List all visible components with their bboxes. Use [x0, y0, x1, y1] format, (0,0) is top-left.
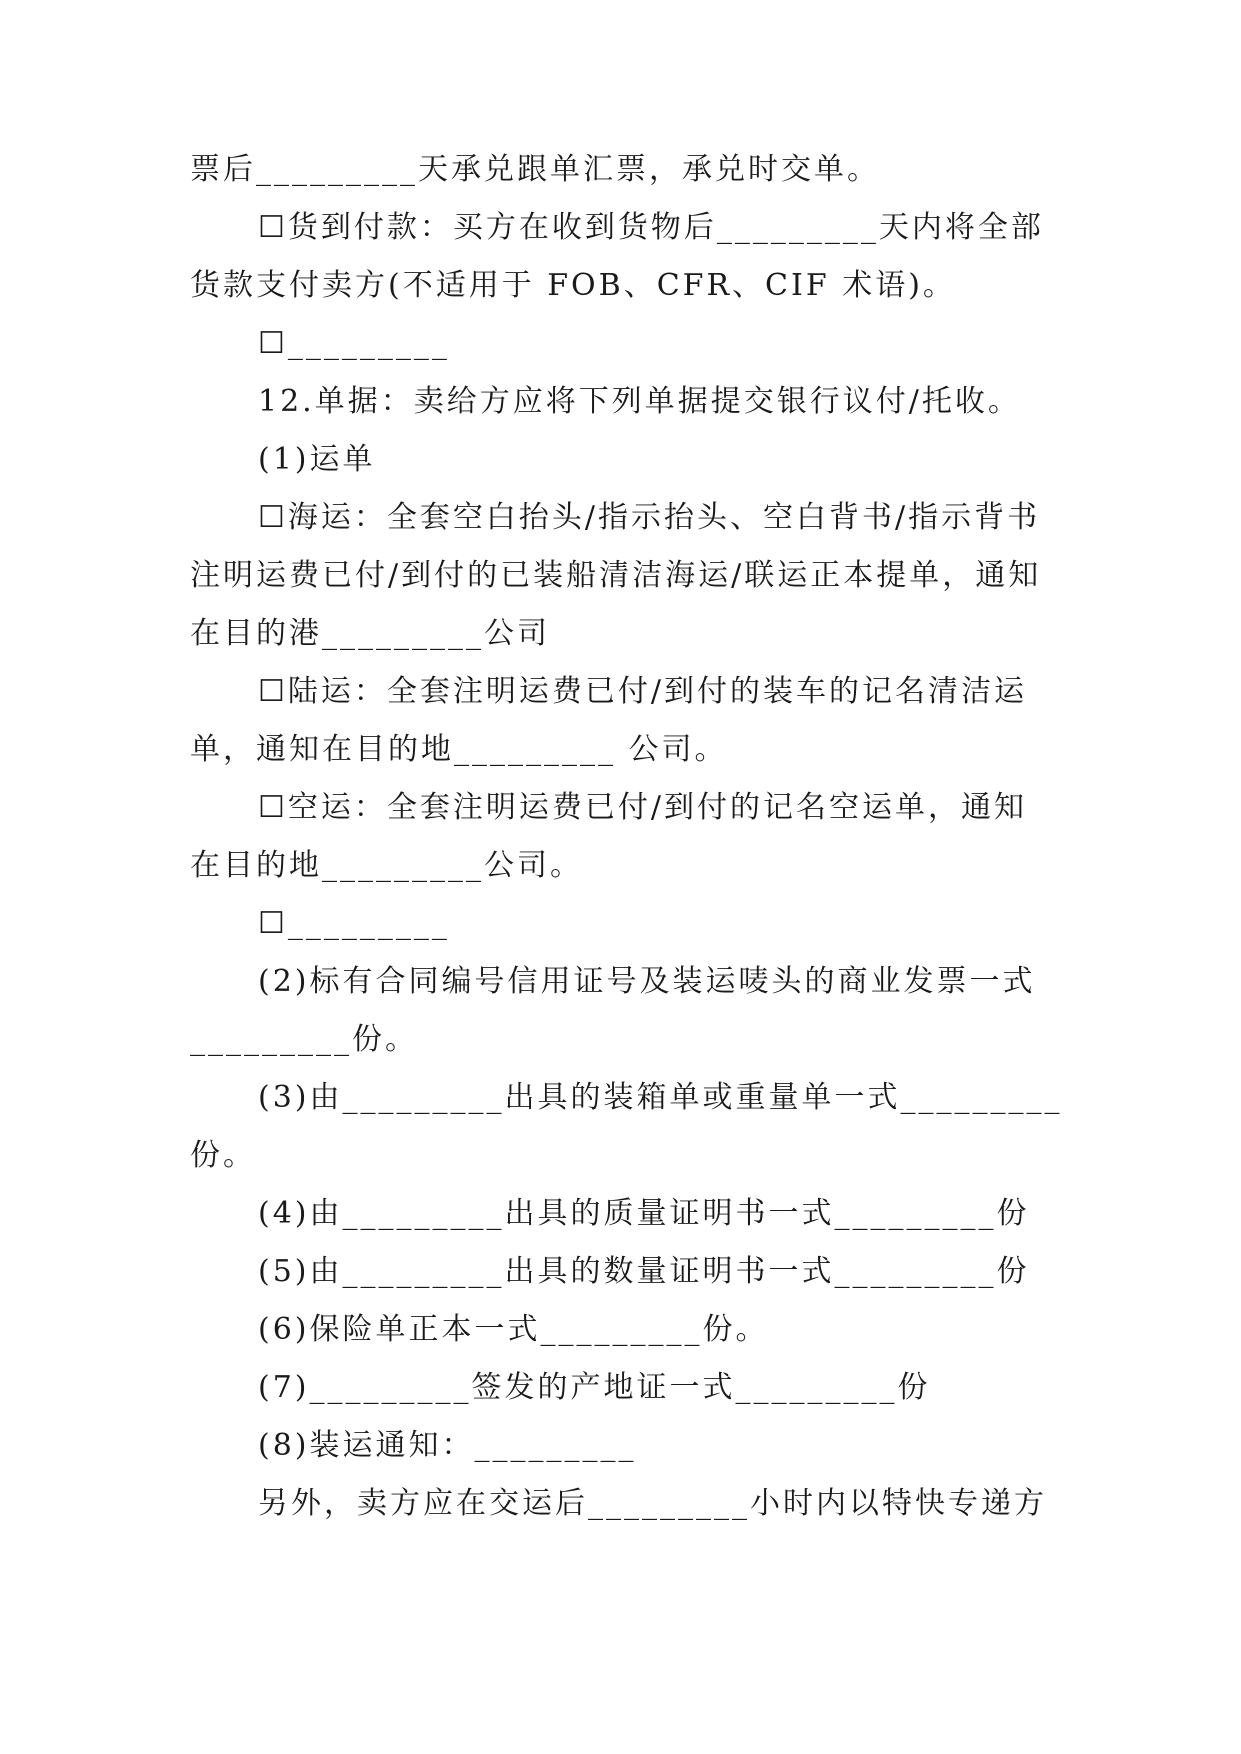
text-line-9: 在目的港_________公司 — [190, 616, 550, 651]
text-line-22: (7)_________签发的产地证一式_________份 — [258, 1370, 931, 1405]
text-line-10: ☐陆运：全套注明运费已付/到付的装车的记名清洁运 — [258, 674, 1028, 709]
text-line-17: (3)由_________出具的装箱单或重量单一式_________ — [258, 1080, 1063, 1115]
text-line-8: 注明运费已付/到付的已装船清洁海运/联运正本提单，通知 — [190, 558, 1042, 593]
text-line-21: (6)保险单正本一式_________份。 — [258, 1312, 769, 1347]
text-line-5: 12.单据：卖给方应将下列单据提交银行议付/托收。 — [258, 384, 1021, 419]
text-line-16: _________份。 — [190, 1022, 418, 1057]
text-line-23: (8)装运通知：_________ — [258, 1428, 637, 1463]
text-line-4: ☐_________ — [258, 326, 450, 361]
text-line-12: ☐空运：全套注明运费已付/到付的记名空运单，通知 — [258, 790, 1028, 825]
text-line-13: 在目的地_________公司。 — [190, 848, 583, 883]
text-line-15: (2)标有合同编号信用证号及装运唛头的商业发票一式 — [258, 964, 1036, 999]
text-line-7: ☐海运：全套空白抬头/指示抬头、空白背书/指示背书 — [258, 500, 1041, 535]
text-line-24: 另外，卖方应在交运后_________小时内以特快专递方 — [258, 1486, 1047, 1521]
text-line-1: 票后_________天承兑跟单汇票，承兑时交单。 — [190, 152, 880, 187]
text-line-2: ☐货到付款：买方在收到货物后_________天内将全部 — [258, 210, 1044, 245]
text-line-18: 份。 — [190, 1138, 256, 1173]
text-line-3: 货款支付卖方(不适用于 FOB、CFR、CIF 术语)。 — [190, 268, 956, 303]
text-line-14: ☐_________ — [258, 906, 450, 941]
text-line-20: (5)由_________出具的数量证明书一式_________份 — [258, 1254, 1030, 1289]
text-line-6: (1)运单 — [258, 442, 376, 477]
text-line-11: 单，通知在目的地_________ 公司。 — [190, 732, 728, 767]
text-line-19: (4)由_________出具的质量证明书一式_________份 — [258, 1196, 1030, 1231]
